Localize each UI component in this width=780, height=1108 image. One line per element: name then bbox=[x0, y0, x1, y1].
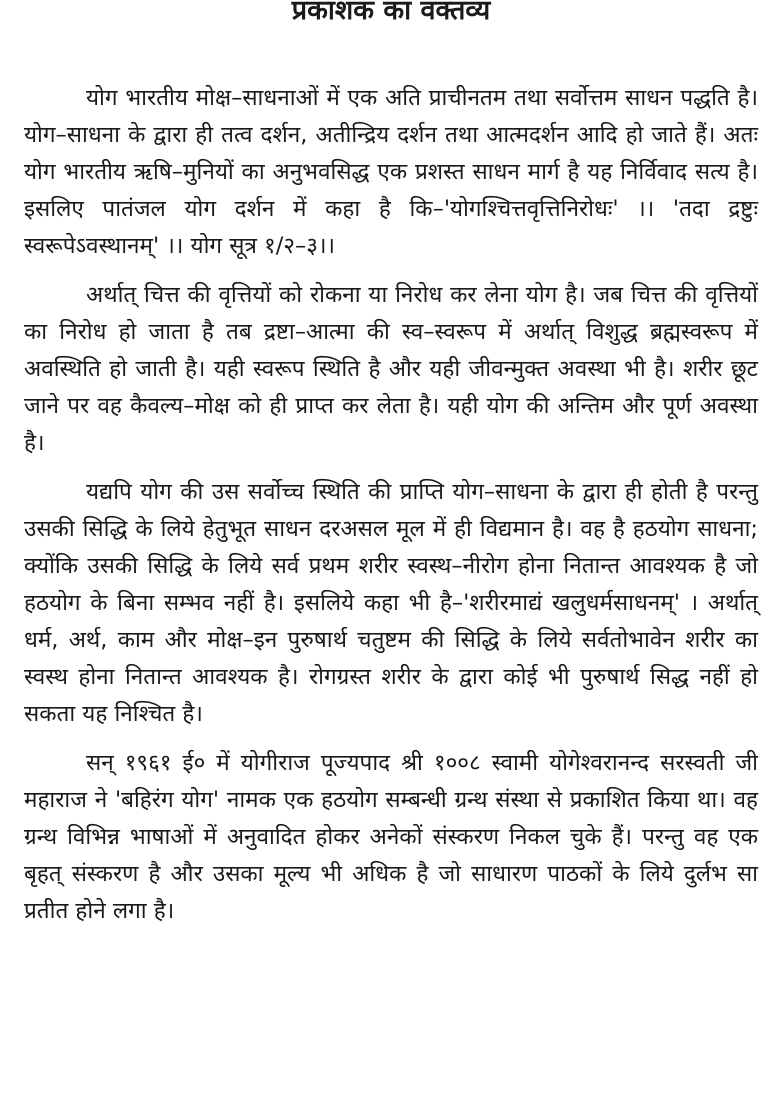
paragraph-1: योग भारतीय मोक्ष–साधनाओं में एक अति प्राचीनतम तथा सर्वोत्तम साधन पद्धति है। योग–साधना के द्वारा ही तत्व दर्शन, अतीन्द्रिय दर्शन तथा आत्मदर्शन आदि हो जाते हैं। अतः योग भारतीय ऋषि–मुनियों का अनुभवसिद्ध एक प्रशस्त साधन मार्ग है यह निर्विवाद सत्य है। इसलिए पातंजल योग दर्शन में कहा है कि–'योगश्चित्तवृत्तिनिरोधः' ।। 'तदा द्रष्टुः स्वरूपेऽवस्थानम्' ।। योग सूत्र १/२–३।। bbox=[24, 85, 758, 259]
page-title: प्रकाशक का वक्तव्य bbox=[291, 0, 491, 26]
paragraph-2: अर्थात् चित्त की वृत्तियों को रोकना या निरोध कर लेना योग है। जब चित्त की वृत्तियों का निरोध हो जाता है तब द्रष्टा–आत्मा की स्व–स्वरूप में अर्थात् विशुद्ध ब्रह्मस्वरूप में अवस्थिति हो जाती है। यही स्वरूप स्थिति है और यही जीवन्मुक्त अवस्था भी है। शरीर छूट जाने पर वह कैवल्य–मोक्ष को ही प्राप्त कर लेता है। यही योग की अन्तिम और पूर्ण अवस्था है। bbox=[24, 282, 758, 456]
paragraph-4: सन् १९६१ ई० में योगीराज पूज्यपाद श्री १००८ स्वामी योगेश्वरानन्द सरस्वती जी महाराज ने 'बहिरंग योग' नामक एक हठयोग सम्बन्धी ग्रन्थ संस्था से प्रकाशित किया था। वह ग्रन्थ विभिन्न भाषाओं में अनुवादित होकर अनेकों संस्करण निकल चुके हैं। परन्तु वह एक बृहत् संस्करण है और उसका मूल्य भी अधिक है जो साधारण पाठकों के लिये दुर्लभ सा प्रतीत होने लगा है। bbox=[24, 750, 758, 924]
paragraph-3: यद्यपि योग की उस सर्वोच्च स्थिति की प्राप्ति योग–साधना के द्वारा ही होती है परन्तु उसकी सिद्धि के लिये हेतुभूत साधन दरअसल मूल में ही विद्यमान है। वह है हठयोग साधना; क्योंकि उसकी सिद्धि के लिये सर्व प्रथम शरीर स्वस्थ–नीरोग होना नितान्त आवश्यक है जो हठयोग के बिना सम्भव नहीं है। इसलिये कहा भी है–'शरीरमाद्यं खलुधर्मसाधनम्' । अर्थात् धर्म, अर्थ, काम और मोक्ष–इन पुरुषार्थ चतुष्टम की सिद्धि के लिये सर्वतोभावेन शरीर का स्वस्थ होना नितान्त आवश्यक है। रोगग्रस्त शरीर के द्वारा कोई भी पुरुषार्थ सिद्ध नहीं हो सकता यह निश्चित है। bbox=[24, 479, 758, 727]
